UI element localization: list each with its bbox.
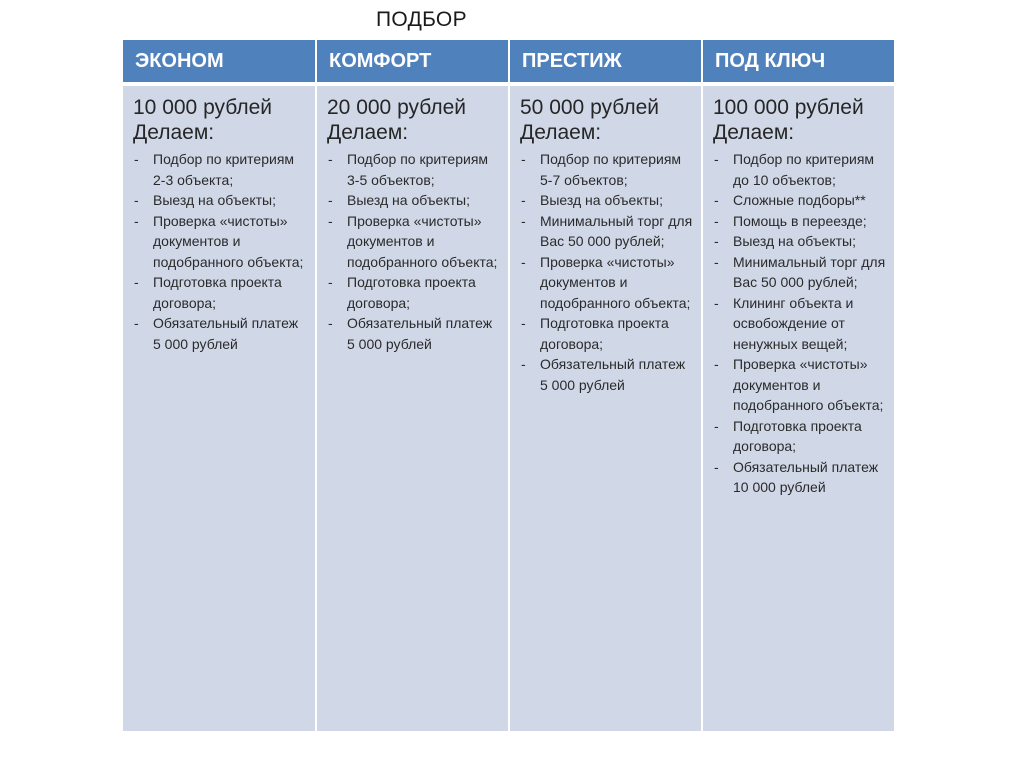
plan-price: 20 000 рублей xyxy=(327,96,466,119)
plan-price: 50 000 рублей xyxy=(520,96,659,119)
plan-item: - Клининг объекта и освобождение от ненужных вещей; xyxy=(713,293,886,355)
content-row xyxy=(123,84,894,731)
pricing-table xyxy=(123,40,894,731)
plan-item: - Обязательный платеж 10 000 рублей xyxy=(713,457,886,498)
plan-item: - Обязательный платеж 5 000 рублей xyxy=(133,313,307,354)
plan-item: - Подготовка проекта договора; xyxy=(713,416,886,457)
plan-item: - Минимальный торг для Вас 50 000 рублей; xyxy=(713,252,886,293)
plan-items-list xyxy=(713,149,886,498)
plan-does-label: Делаем: xyxy=(520,121,602,144)
plan-items-list xyxy=(520,149,693,395)
plan-item: - Выезд на объекты; xyxy=(133,190,307,211)
plan-item: - Подбор по критериям до 10 объектов; xyxy=(713,149,886,190)
plan-item: - Подготовка проекта договора; xyxy=(133,272,307,313)
plan-item: - Подбор по критериям 5-7 объектов; xyxy=(520,149,693,190)
plan-item: - Подбор по критериям 3-5 объектов; xyxy=(327,149,500,190)
plan-item: - Минимальный торг для Вас 50 000 рублей; xyxy=(520,211,693,252)
plan-item: - Подготовка проекта договора; xyxy=(327,272,500,313)
plan-item: - Сложные подборы** xyxy=(713,190,886,211)
header-row xyxy=(123,40,894,84)
plan-item: - Подготовка проекта договора; xyxy=(520,313,693,354)
plan-cell-komfort xyxy=(316,84,509,731)
plan-cell-prestige xyxy=(509,84,702,731)
plan-item: - Выезд на объекты; xyxy=(713,231,886,252)
plan-item: - Обязательный платеж 5 000 рублей xyxy=(327,313,500,354)
plan-cell-econom xyxy=(123,84,316,731)
plan-does-label: Делаем: xyxy=(327,121,409,144)
plan-item: - Помощь в переезде; xyxy=(713,211,886,232)
plan-item: - Выезд на объекты; xyxy=(327,190,500,211)
plan-does-label: Делаем: xyxy=(713,121,795,144)
plan-item: - Выезд на объекты; xyxy=(520,190,693,211)
plan-item: - Проверка «чистоты» документов и подобранного объекта; xyxy=(327,211,500,273)
plan-items-list xyxy=(133,149,307,354)
plan-price: 100 000 рублей xyxy=(713,96,864,119)
plan-item: - Проверка «чистоты» документов и подобранного объекта; xyxy=(133,211,307,273)
plan-item: - Подбор по критериям 2-3 объекта; xyxy=(133,149,307,190)
plan-item: - Обязательный платеж 5 000 рублей xyxy=(520,354,693,395)
page-title: ПОДБОР xyxy=(376,8,467,31)
plan-header-komfort: КОМФОРТ xyxy=(316,40,509,84)
plan-item: - Проверка «чистоты» документов и подобранного объекта; xyxy=(713,354,886,416)
plan-header-prestige: ПРЕСТИЖ xyxy=(509,40,702,84)
plan-price: 10 000 рублей xyxy=(133,96,272,119)
plan-header-econom: ЭКОНОМ xyxy=(123,40,316,84)
plan-items-list xyxy=(327,149,500,354)
plan-does-label: Делаем: xyxy=(133,121,215,144)
plan-item: - Проверка «чистоты» документов и подобранного объекта; xyxy=(520,252,693,314)
plan-header-turnkey: ПОД КЛЮЧ xyxy=(702,40,894,84)
plan-cell-turnkey xyxy=(702,84,894,731)
